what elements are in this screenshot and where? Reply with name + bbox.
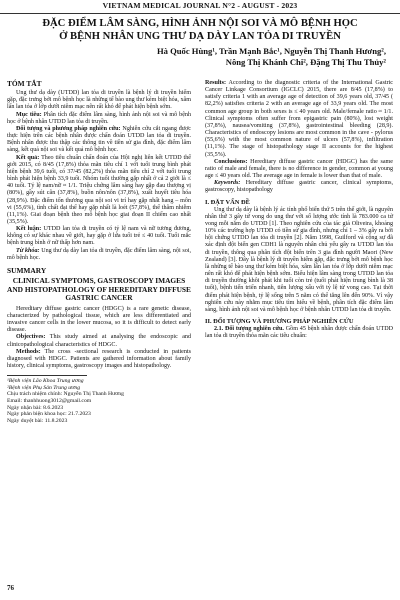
left-column: [7, 80, 191, 424]
method-label: Đối tượng và phương pháp nghiên cứu:: [16, 125, 121, 132]
section-1-heading: I. ĐẶT VẤN ĐỀ: [205, 198, 250, 206]
summary-method: [7, 126, 191, 155]
en-objectives-text: This study aimed at analysing the endoscopic and clinicopathological characteristics of HDGC.: [7, 334, 191, 348]
summary-conclusion: [7, 226, 191, 247]
right-column: [205, 80, 393, 340]
article-title: [20, 18, 380, 43]
footnote-affiliation-2: ²Bệnh viện Phụ Sản Trung ương: [7, 384, 81, 391]
objective-text: Phân tích đặc điểm lâm sàng, hình ảnh nội soi và mô bệnh học ở bệnh nhân UTDD lan tỏa di truyền.: [7, 111, 192, 125]
en-keywords-text: Hereditary diffuse gastric cancer, clinical symptoms, gastroscopy, histopathology: [205, 180, 393, 194]
footnote-reviewed: Ngày phản biện khoa học: 21.7.2023: [7, 411, 91, 418]
method-text: Nghiên cứu cắt ngang được thực hiện trên các bệnh nhân được chẩn đoán UTDD lan tỏa di truyền. Bệnh nhân được thu thập các thông tin về tiền sử gia đình, đặc điểm lâm sàng, kết quả nội soi và kết quả mô bệnh học.: [7, 125, 192, 154]
en-intro: Hereditary diffuse gastric cancer (HDGC) is a rare genetic disease, characterized by pathological tissue, which are less differentiated and invasive cancer cells in the lower mucosa, so it is difficult to detect early disease.: [7, 305, 191, 334]
subsection-2-1-label: 2.1. Đối tượng nghiên cứu.: [214, 326, 284, 333]
en-methods-label: Methods:: [16, 348, 41, 355]
footnote-email: Email: thanhhuong3012@gmail.com: [7, 398, 92, 405]
objective-label: Mục tiêu:: [16, 111, 42, 118]
authors-line-2: Nông Thị Khánh Chi², Đặng Thị Thu Thủy²: [225, 57, 386, 67]
footnote-corresponding: Chịu trách nhiệm chính: Nguyễn Thị Thanh Hương: [7, 391, 124, 398]
summary-objective: [7, 112, 191, 126]
en-keywords: [205, 180, 393, 194]
subsection-2-1-text: Gồm 45 bệnh nhân được chẩn đoán UTDD lan tỏa di truyền thỏa mãn các tiêu chuẩn:: [205, 326, 394, 340]
en-methods: [7, 349, 191, 370]
summary-keywords: [7, 248, 191, 262]
footnote-accepted: Ngày duyệt bài: 11.8.2023: [7, 417, 68, 424]
en-conclusions-text: Hereditary diffuse gastric cancer (HDGC) has the same ratio of male and female, there is no difference in gender, common at young age ≤ 40 years old. The average age in female is lower than that of male.: [205, 158, 393, 180]
footnote-divider: [7, 375, 87, 376]
page-number: 76: [7, 584, 14, 592]
en-keywords-label: Keywords:: [214, 180, 241, 187]
conclusion-label: Kết luận:: [16, 226, 42, 233]
footnote-received: Ngày nhận bài: 8.6.2023: [7, 404, 64, 411]
title-line-2: Ở BỆNH NHÂN UNG THƯ DẠ DÀY LAN TỎA DI TRUYỀN: [59, 30, 341, 42]
en-results-text: According to the diagnostic criteria of the International Gastric Cancer Linkage Consortium (IGCLC) 2015, there are 8/45 (17,8%) to satisfy criteria 1 with an average age of detection of 39,6 years old, 37/45 ( 82,2%) satisfies criteria 2 with an average age of 33,9 years old. The most common age group in both sexes is ≤ 40 years old. Male/female ratio ≈ 1/1. Clinical symptoms often suffer from epigastric pain (80%), lost weight (37,8%), nausea/vomiting (37,8%), gastrointestinal bleeding (28,9). Characteristics of endoscopy lesions are most common in the cave - pylorus (55,6%) with the most common nature of ulcers (57,8%), infiltration (11,1%). The stage of histopathology stage II accounts for the highest (35,5%).: [205, 80, 393, 158]
summary-results: [7, 155, 191, 227]
keywords-label-vn: Từ khóa:: [16, 247, 40, 254]
title-line-1: ĐẶC ĐIỂM LÂM SÀNG, HÌNH ẢNH NỘI SOI VÀ MÔ BỆNH HỌC: [42, 18, 358, 29]
en-objectives-label: Objectives:: [16, 334, 46, 341]
english-title: CLINICAL SYMPTOMS, GASTROSCOPY IMAGES AND HISTOPATHOLOGY OF HEREDITARY DIFFUSE GASTRIC CANCER: [7, 276, 191, 303]
authors-line-1: Hà Quốc Hùng¹, Trần Mạnh Bắc¹, Nguyễn Thị Thanh Hương²,: [156, 46, 386, 56]
en-results-label: Results:: [205, 80, 226, 86]
en-conclusions: [205, 159, 393, 180]
journal-header: VIETNAM MEDICAL JOURNAL N°2 - AUGUST - 2023: [0, 0, 400, 14]
footnote-affiliation-1: ¹Bệnh viện Lão Khoa Trung ương: [7, 378, 84, 385]
section-1-body: Ung thư dạ dày là bệnh lý ác tính phổ biến thứ 5 trên thế giới, là nguyên nhân thứ 3 gây tử vong do ung thư với số lượng ước tính là 783.000 ca tử vong mỗi năm do UTDD [1]. Theo nghiên cứu của tác giả Oliveira, khoảng 10% các trường hợp UTDD có tiền sử gia đình, nhưng chỉ 1 – 3% gây ra bởi hội chứng UTDD lan tỏa di truyền [2]. Năm 1998, Guilford và cộng sự đã xác định đột biến gen CDH1 là nguyên nhân chủ yếu gây ra UTDD lan tỏa di truyền, thông qua phân tích đột biến trên 3 gia đình người Maori (New Zealand) [3]. Đây là bệnh lý di truyền hiếm gặp, đặc trưng bởi mô bệnh học là những tế bào ung thư kém biệt hóa, xâm lấn lan tỏa ở lớp dưới niêm mạc nên rất khó để phát hiện bệnh sớm. Biểu hiện lâm sàng trong UTDD lan tỏa di truyền thường khôi phát khi tuổi còn trẻ (tuổi phát hiện trung bình là 38 tuổi), bệnh tiến triển nhanh, tiên lượng xấu với tỷ lệ tử vong cao. Tại thời điểm phát hiện bệnh, tỷ lệ sống trên 5 năm có thể tăng lên đến 90%. Vì vậy nghiên cứu này nhằm mục tiêu tìm hiểu về bệnh, phân tích đặc điểm lâm sàng, hình ảnh nội soi và mô bệnh học ở bệnh nhân UTDD lan tỏa di truyền.: [205, 206, 393, 313]
summary-heading-vn: TÓM TẮT: [7, 79, 42, 88]
keywords-text-vn: Ung thư dạ dày lan tỏa di truyền, đặc điểm lâm sàng, nội soi, mô bệnh học.: [7, 247, 191, 261]
summary-intro: Ung thư dạ dày (UTDD) lan tỏa di truyền là bệnh lý di truyền hiếm gặp, đặc trưng bởi mô bệnh học là những tế bào ung thư kém biệt hóa, xâm lấn lan tỏa ở lớp dưới niêm mạc nên rất khó để phát hiện bệnh sớm.: [7, 90, 191, 111]
result-text: Theo tiêu chuẩn chẩn đoán của Hội nghị liên kết UTDD thế giới 2015, có 8/45 (17,8%) thỏa mãn tiêu chí 1 với tuổi trung bình phát hiện bệnh 39,6 tuổi, có 37/45 (82,2%) thỏa mãn tiêu chí 2 với tuổi trung bình phát hiện bệnh 33,9 tuổi. Nhóm tuổi thường gặp nhất ở cả 2 giới là ≤ 40 tuổi. Tỷ lệ nam/nữ ≈ 1/1. Triệu chứng lâm sàng hay gặp đau thượng vị (80%), gầy sút cân (37,8%), buồn nôn/nôn (37,8%), xuất huyết tiêu hóa (28,9%). Đặc điểm tổn thương qua nội soi vi trí hay gặp nhất hang – môn vi (55,6%), tình chất đại thể hay gặp nhất là loét (57,8%), thể thâm nhiễm (11,1%). Giai đoạn bệnh theo mô bệnh học giai đoạn II chiếm cao nhất (35,5%).: [7, 154, 192, 225]
result-label: Kết quả:: [16, 154, 40, 161]
author-list: [86, 46, 386, 68]
conclusion-text: UTDD lan tỏa di truyền có tỷ lệ nam và nữ tương đương, không có sự khác nhau về giới, hay gặp ở lứa tuổi trẻ ≤ 40 tuổi. Tuổi mắc bệnh trung bình ở nữ thấp hơn nam.: [7, 226, 192, 247]
subsection-2-1: [205, 326, 393, 340]
en-conclusions-label: Conclusions:: [214, 158, 248, 165]
en-methods-text: The cross -sectional research is conducted in patients diagnosed with HDGC. Patients are gathered information about family history, clinical symptoms, gastroscopy images and histopathology.: [7, 348, 191, 370]
en-objectives: [7, 334, 191, 348]
en-results: [205, 80, 393, 159]
summary-heading-en: SUMMARY: [7, 265, 47, 275]
section-2-heading: II. ĐỐI TƯỢNG VÀ PHƯƠNG PHÁP NGHIÊN CỨU: [205, 318, 354, 325]
